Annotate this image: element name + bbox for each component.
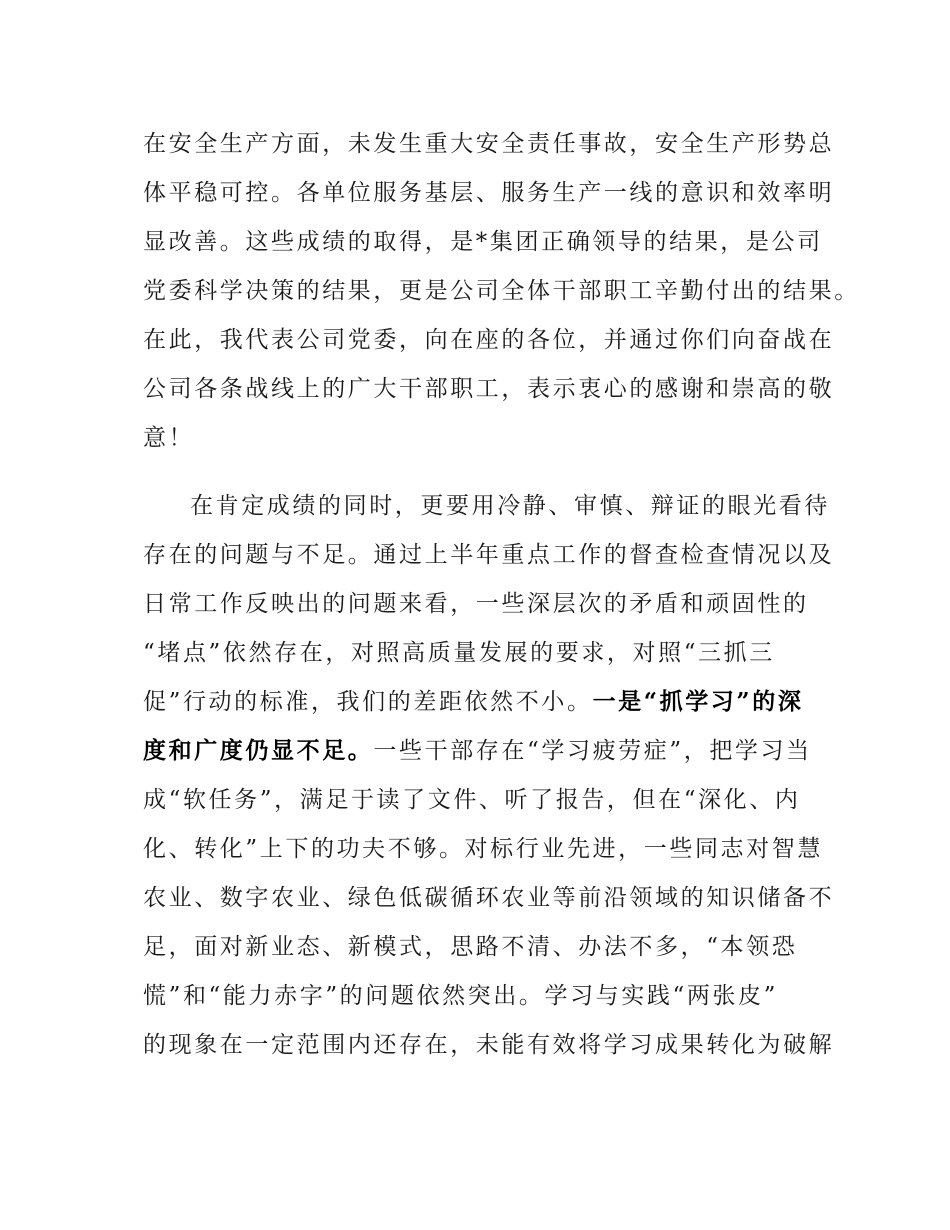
text-line: 成“软任务”，满足于读了文件、听了报告，但在“深化、内 [143,787,801,813]
text-line: 存在的问题与不足。通过上半年重点工作的督查检查情况以及 [143,542,835,568]
text-line: 慌”和“能力赤字”的问题依然突出。学习与实践“两张皮” [143,983,778,1009]
text-line: 的现象在一定范围内还存在，未能有效将学习成果转化为破解 [143,1032,835,1058]
text-line: “堵点”依然存在，对照高质量发展的要求，对照“三抓三 [143,640,775,666]
text-line [143,736,812,766]
text-line: 化、转化”上下的功夫不够。对标行业先进，一些同志对智慧 [143,836,823,862]
text-line [143,687,803,717]
bold-heading-segment: 度和广度仍显不足。 [143,737,374,764]
text-line: 意！ [143,425,195,451]
text-segment: 一些干部存在“学习疲劳症”，把学习当 [373,738,812,764]
text-line: 日常工作反映出的问题来看，一些深层次的矛盾和顽固性的 [143,591,809,617]
text-line: 体平稳可控。各单位服务基层、服务生产一线的意识和效率明 [143,180,835,206]
bold-heading-segment: 一是“抓学习”的深 [592,688,804,715]
text-segment: 促”行动的标准，我们的差距依然不小。 [143,689,593,715]
text-line: 足，面对新业态、新模式，思路不清、办法不多，“本领恐 [143,934,798,960]
text-line: 在肯定成绩的同时，更要用冷静、审慎、辩证的眼光看待 [190,493,830,519]
text-line: 在此，我代表公司党委，向在座的各位，并通过你们向奋战在 [143,327,835,353]
text-line: 公司各条战线上的广大干部职工，表示衷心的感谢和崇高的敬 [143,376,835,402]
text-line: 在安全生产方面，未发生重大安全责任事故，安全生产形势总 [143,131,835,157]
text-line: 农业、数字农业、绿色低碳循环农业等前沿领域的知识储备不 [143,885,835,911]
text-line: 党委科学决策的结果，更是公司全体干部职工辛勤付出的结果。 [143,278,860,304]
text-line: 显改善。这些成绩的取得，是*集团正确领导的结果，是公司 [143,229,823,255]
